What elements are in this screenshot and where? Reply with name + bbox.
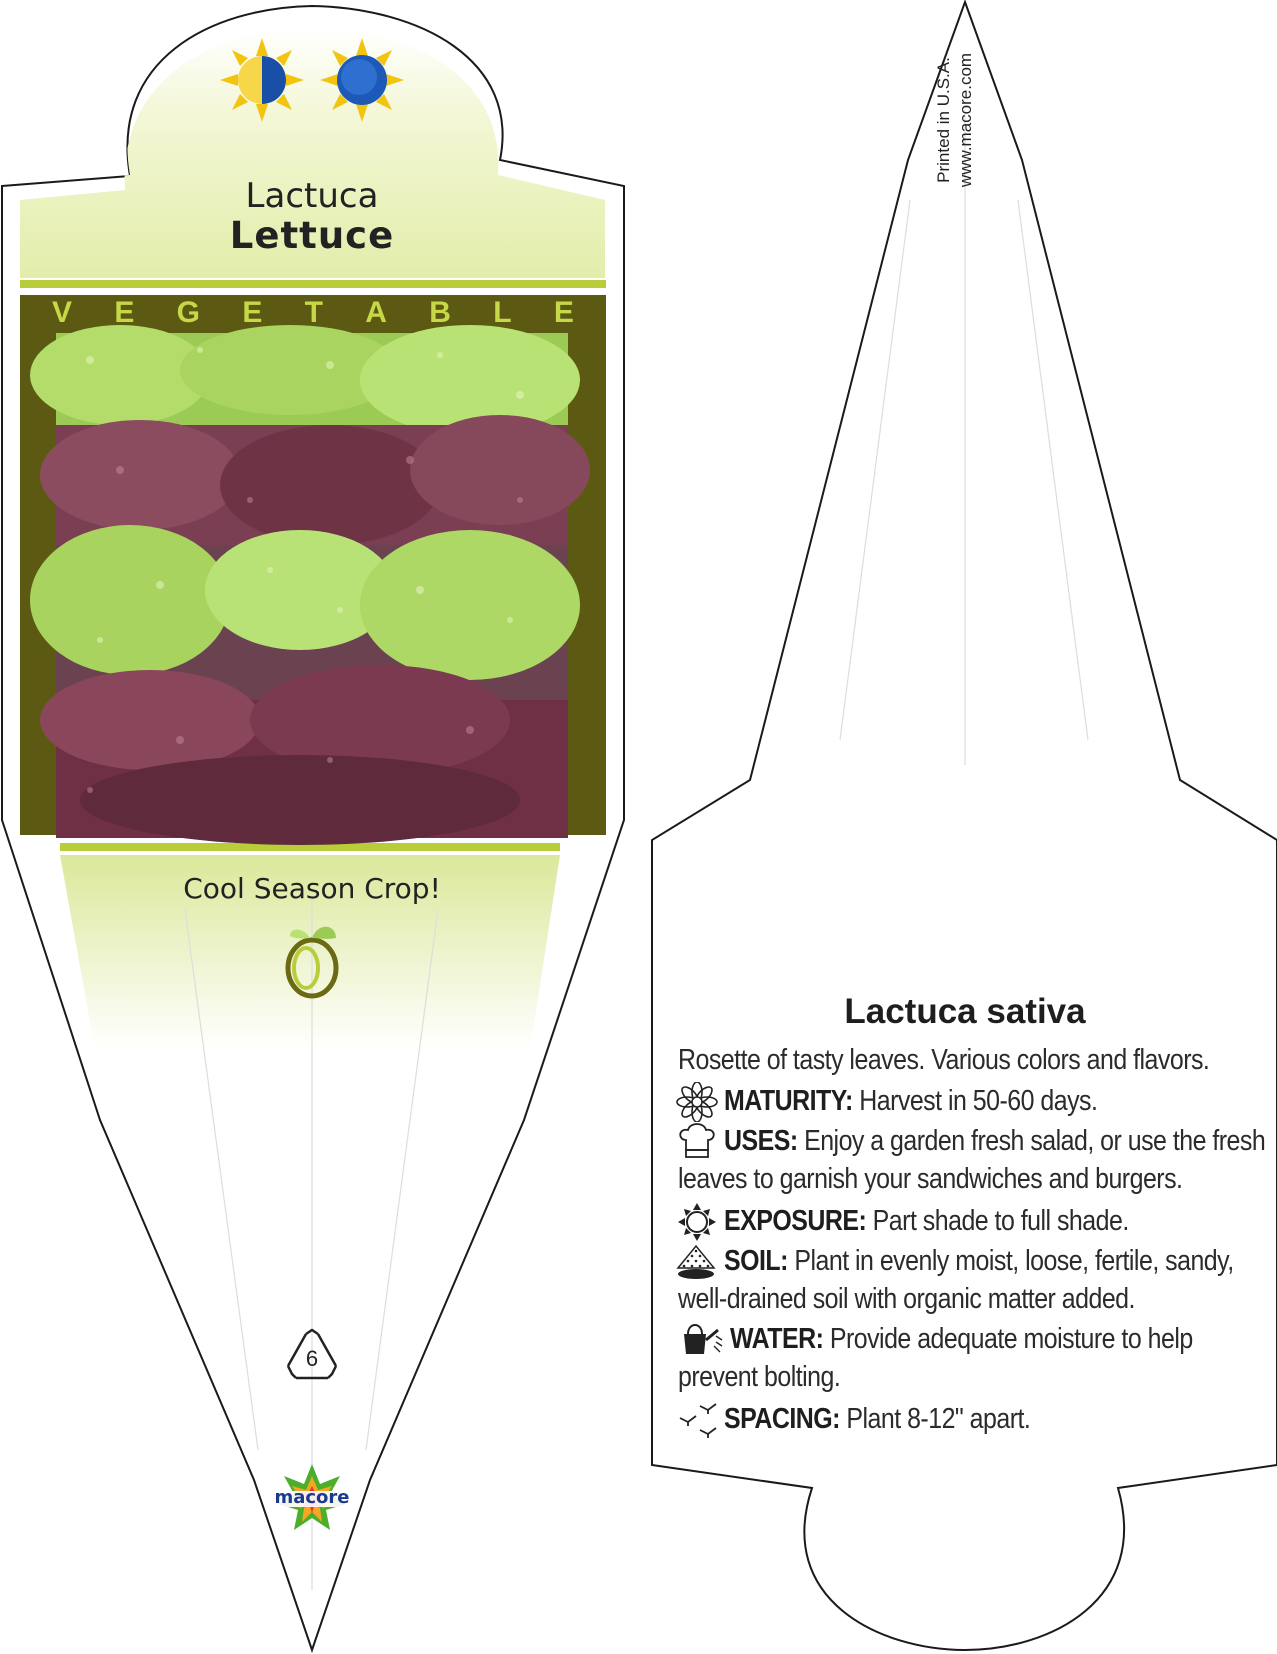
part-sun-icon (220, 38, 304, 122)
description: Rosette of tasty leaves. Various colors and flavors. (678, 1044, 1210, 1076)
category-letter: V (52, 296, 73, 329)
common-name: Lettuce (229, 214, 395, 257)
water-label: WATER: (730, 1323, 824, 1355)
chef-hat-icon (676, 1122, 718, 1162)
category-letter: A (365, 296, 387, 329)
uses-label: USES: (724, 1125, 798, 1157)
category-letter: B (429, 296, 451, 329)
latin-genus: Lactuca (245, 176, 379, 216)
category-letter: E (553, 296, 574, 329)
flower-icon (676, 1082, 718, 1122)
watering-can-icon (676, 1318, 724, 1360)
category-letter: T (304, 296, 323, 329)
category-letter: G (176, 296, 200, 329)
spacing-line (724, 1403, 1030, 1436)
category-label (52, 295, 574, 331)
botanical-name: Lactuca sativa (844, 992, 1086, 1031)
soil-label: SOIL: (724, 1245, 788, 1277)
maturity-label: MATURITY: (724, 1085, 853, 1117)
water-text: Provide adequate moisture to help (829, 1323, 1193, 1355)
shade-icon (320, 38, 404, 122)
uses-line (724, 1125, 1265, 1158)
header-band (20, 280, 606, 288)
spacing-icon (676, 1400, 720, 1442)
website: www.macore.com (956, 52, 975, 188)
soil-line (724, 1245, 1234, 1278)
maturity-line (724, 1085, 1097, 1118)
uses-text: Enjoy a garden fresh salad, or use the fresh (804, 1125, 1266, 1157)
water-continued: prevent bolting. (678, 1361, 841, 1393)
exposure-label: EXPOSURE: (724, 1205, 867, 1237)
lettuce-photo (30, 325, 590, 845)
exposure-line (724, 1205, 1129, 1238)
brand-name: macore (274, 1487, 350, 1508)
recycle-code: 6 (305, 1346, 319, 1371)
soil-text: Plant in evenly moist, loose, fertile, sandy, (794, 1245, 1234, 1277)
category-label-text (52, 296, 574, 330)
category-letter: E (242, 296, 263, 329)
spacing-label: SPACING: (724, 1403, 840, 1435)
spacing-text: Plant 8-12" apart. (846, 1403, 1031, 1435)
category-letter: L (493, 296, 512, 329)
maturity-text: Harvest in 50-60 days. (859, 1085, 1098, 1117)
sun-icon (676, 1202, 718, 1242)
water-line (730, 1323, 1193, 1356)
exposure-text: Part shade to full shade. (872, 1205, 1129, 1237)
soil-continued: well-drained soil with organic matter added. (678, 1283, 1135, 1315)
category-letter: E (114, 296, 135, 329)
uses-continued: leaves to garnish your sandwiches and burgers. (678, 1163, 1183, 1195)
soil-icon (676, 1242, 718, 1282)
tagline: Cool Season Crop! (183, 872, 441, 905)
printed-in: Printed in U.S.A. (934, 57, 953, 183)
